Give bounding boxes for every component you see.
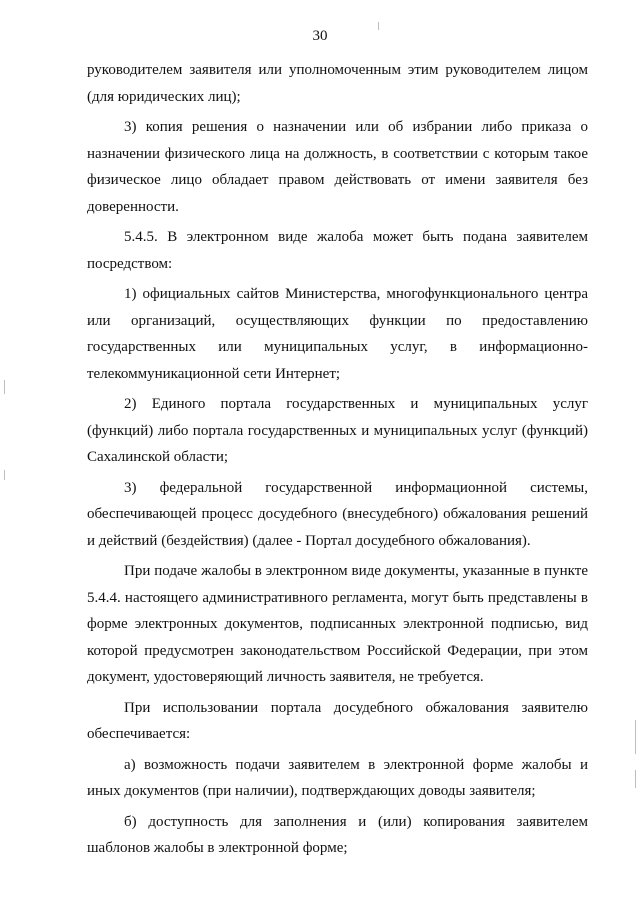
scan-artifact-right-2 bbox=[635, 770, 636, 788]
scan-artifact-left-1 bbox=[4, 380, 5, 394]
scan-artifact-top bbox=[378, 22, 379, 30]
paragraph-item-a: а) возможность подачи заявителем в электронной форме жалобы и иных документов (при наличии), подтверждающих доводы заявителя; bbox=[87, 756, 588, 799]
scan-artifact-right-1 bbox=[635, 720, 636, 754]
paragraph-item-b: б) доступность для заполнения и (или) копирования заявителем шаблонов жалобы в электронной форме; bbox=[87, 813, 588, 856]
paragraph-portal-usage: При использовании портала досудебного обжалования заявителю обеспечивается: bbox=[87, 699, 588, 742]
document-body bbox=[87, 57, 588, 862]
paragraph-item-2-portal: 2) Единого портала государственных и муниципальных услуг (функций) либо портала государственных и муниципальных услуг (функций) Сахалинской области; bbox=[87, 396, 588, 465]
page-number: 30 bbox=[312, 28, 328, 44]
paragraph-electronic-submission: При подаче жалобы в электронном виде документы, указанные в пункте 5.4.4. настоящего административного регламента, могут быть представлены в форме электронных документов, подписанных электронной подписью, вид которой предусмотрен законодательством Российской Федерации, при этом документ, удостоверяющий личность заявителя, не требуется. bbox=[87, 563, 588, 685]
paragraph-item-3-system: 3) федеральной государственной информационной системы, обеспечивающей процесс досудебного (внесудебного) обжалования решений и действий (бездействия) (далее - Портал досудебного обжалования). bbox=[87, 479, 588, 549]
paragraph-section-5-4-5: 5.4.5. В электронном виде жалоба может быть подана заявителем посредством: bbox=[87, 229, 588, 272]
paragraph-item-1-sites: 1) официальных сайтов Министерства, многофункционального центра или организаций, осуществляющих функции по предоставлению государственных или муниципальных услуг, в информационно-телекоммуникационной сети Интернет; bbox=[87, 286, 588, 382]
scan-artifact-left-2 bbox=[4, 470, 5, 480]
paragraph-item-3-copy: 3) копия решения о назначении или об избрании либо приказа о назначении физического лица на должность, в соответствии с которым такое физическое лицо обладает правом действовать от имени заявителя без доверенности. bbox=[87, 119, 588, 215]
paragraph-continuation: руководителем заявителя или уполномоченным этим руководителем лицом (для юридических лиц); bbox=[87, 62, 588, 105]
